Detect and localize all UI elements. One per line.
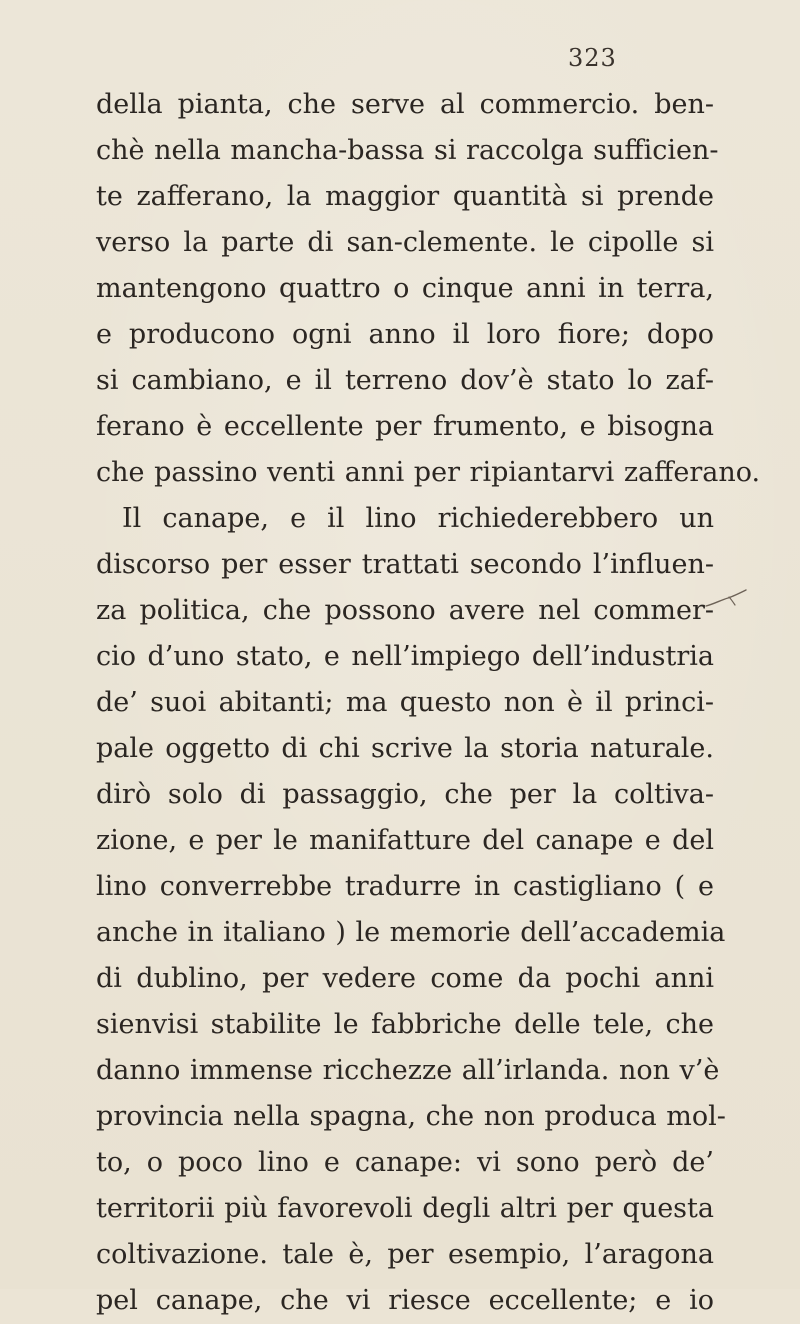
text-line: di dublino, per vedere come da pochi anni [96, 963, 714, 994]
text-line: to, o poco lino e canape: vi sono però de’ [96, 1147, 714, 1178]
text-line: za politica, che possono avere nel commer- [96, 595, 714, 626]
text-line: de’ suoi abitanti; ma questo non è il princi- [96, 687, 714, 718]
page-number: 323 [568, 44, 617, 72]
text-line: pel canape, che vi riesce eccellente; e io [96, 1285, 714, 1316]
text-line: Il canape, e il lino richiederebbero un [122, 503, 714, 534]
text-line: discorso per esser trattati secondo l’influen- [96, 549, 714, 580]
text-line: e producono ogni anno il loro fiore; dopo [96, 319, 714, 350]
text-line: anche in italiano ) le memorie dell’accademia [96, 917, 726, 948]
text-line: te zafferano, la maggior quantità si prende [96, 181, 714, 212]
text-line: pale oggetto di chi scrive la storia naturale. [96, 733, 714, 764]
text-line: provincia nella spagna, che non produca mol- [96, 1101, 726, 1132]
text-line: della pianta, che serve al commercio. ben- [96, 89, 714, 120]
text-line: che passino venti anni per ripiantarvi zafferano. [96, 457, 761, 488]
text-line: ferano è eccellente per frumento, e bisogna [96, 411, 714, 442]
text-line: territorii più favorevoli degli altri per questa [96, 1193, 714, 1224]
text-line: si cambiano, e il terreno dov’è stato lo zaf- [96, 365, 714, 396]
text-line: mantengono quattro o cinque anni in terra, [96, 273, 714, 304]
text-line: chè nella mancha-bassa si raccolga sufficien- [96, 135, 719, 166]
text-line: zione, e per le manifatture del canape e del [96, 825, 714, 856]
text-line: sienvisi stabilite le fabbriche delle tele, che [96, 1009, 714, 1040]
body-text [96, 82, 761, 1324]
text-line: dirò solo di passaggio, che per la coltiva- [96, 779, 714, 810]
text-line: verso la parte di san-clemente. le cipolle si [96, 227, 714, 258]
text-line: coltivazione. tale è, per esempio, l’aragona [96, 1239, 714, 1270]
text-line: danno immense ricchezze all’irlanda. non v’è [96, 1055, 720, 1086]
text-line: cio d’uno stato, e nell’impiego dell’industria [96, 641, 714, 672]
text-line: lino converrebbe tradurre in castigliano ( e [96, 871, 714, 902]
margin-pencil-mark [704, 588, 748, 610]
